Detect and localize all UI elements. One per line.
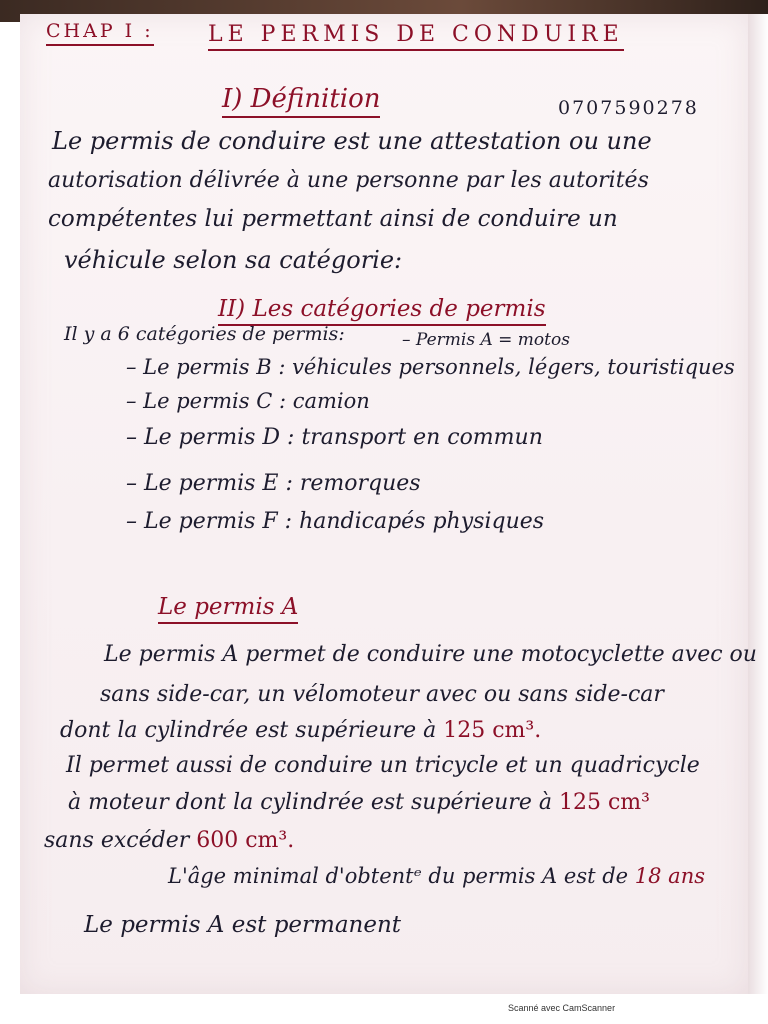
- minimum-age-value: 18 ans: [634, 864, 705, 888]
- section-2-heading: II) Les catégories de permis: [218, 296, 546, 326]
- chapter-label: CHAP I :: [46, 20, 154, 46]
- permis-a-line-3-text: dont la cylindrée est supérieure à: [60, 718, 437, 743]
- permis-a-age-line: [168, 864, 705, 888]
- category-item-f: – Le permis F : handicapés physiques: [126, 509, 545, 534]
- permis-a-line-5: [68, 790, 650, 815]
- permis-a-age-text: L'âge minimal d'obtentᵉ du permis A est de: [168, 864, 629, 888]
- definition-line-2: autorisation délivrée à une personne par les autorités: [48, 168, 649, 193]
- permis-a-line-2: sans side-car, un vélomoteur avec ou sans side-car: [100, 682, 664, 707]
- definition-line-4: véhicule selon sa catégorie:: [64, 246, 403, 274]
- scan-right-edge: [748, 14, 768, 994]
- permis-a-line-1: Le permis A permet de conduire une motocyclette avec ou: [104, 642, 757, 667]
- categories-intro-aside: – Permis A = motos: [402, 330, 570, 350]
- permis-a-line-4: Il permet aussi de conduire un tricycle et un quadricycle: [66, 753, 700, 778]
- section-1-heading: I) Définition: [222, 84, 380, 118]
- scanner-watermark: Scanné avec CamScanner: [508, 1003, 616, 1013]
- cylinder-max-value: 600 cm³.: [196, 828, 295, 853]
- category-item-e: – Le permis E : remorques: [126, 471, 421, 496]
- category-item-b: – Le permis B : véhicules personnels, légers, touristiques: [126, 355, 735, 379]
- permis-a-permanent-line: Le permis A est permanent: [84, 912, 402, 938]
- page-title: LE PERMIS DE CONDUIRE: [208, 22, 624, 51]
- category-item-d: – Le permis D : transport en commun: [126, 425, 543, 450]
- cylinder-min-value-2: 125 cm³: [558, 790, 650, 815]
- categories-intro: Il y a 6 catégories de permis:: [64, 323, 345, 345]
- permis-a-line-5-text: à moteur dont la cylindrée est supérieure à: [68, 790, 552, 815]
- category-item-c: – Le permis C : camion: [126, 389, 370, 413]
- permis-a-line-6-text: sans excéder: [44, 828, 190, 853]
- definition-line-1: Le permis de conduire est une attestation ou une: [52, 127, 652, 155]
- cylinder-min-value: 125 cm³.: [443, 718, 542, 743]
- permis-a-line-6: [44, 828, 294, 853]
- section-3-heading: Le permis A: [158, 594, 298, 624]
- permis-a-line-3: [60, 718, 541, 743]
- definition-line-3: compétentes lui permettant ainsi de conduire un: [48, 206, 618, 232]
- phone-number: 0707590278: [558, 97, 699, 119]
